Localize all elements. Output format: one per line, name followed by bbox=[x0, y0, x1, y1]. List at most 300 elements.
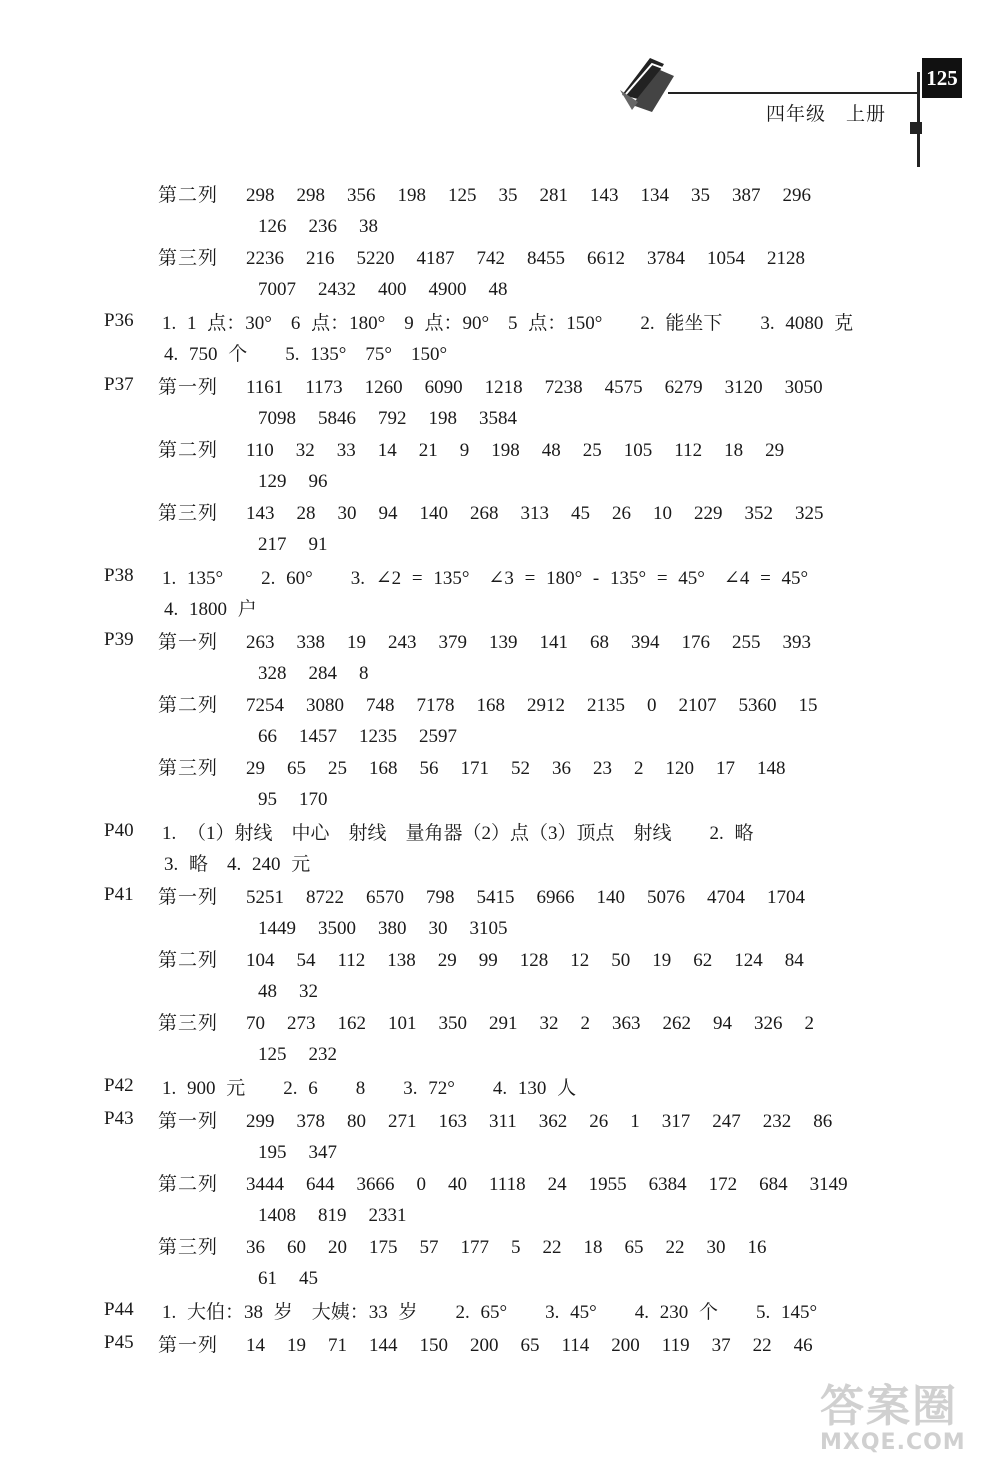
answer-value: 2432 bbox=[318, 279, 356, 300]
column-label: 第二列 bbox=[158, 1173, 219, 1195]
answer-section bbox=[0, 1330, 1000, 1364]
answer-value: 95 bbox=[258, 789, 277, 810]
column-label: 第一列 bbox=[158, 631, 219, 653]
answer-value: 2 bbox=[634, 758, 644, 779]
page-ref: P38 bbox=[104, 565, 134, 586]
answer-value: 128 bbox=[519, 950, 549, 971]
value-line bbox=[246, 274, 1000, 305]
answer-value: 104 bbox=[246, 950, 275, 971]
answer-value: 162 bbox=[337, 1013, 366, 1034]
value-line bbox=[246, 435, 1000, 466]
answer-value: 91 bbox=[308, 534, 328, 555]
answer-value: 4704 bbox=[707, 887, 745, 908]
answer-value: 139 bbox=[489, 632, 518, 653]
answer-value: 311 bbox=[489, 1111, 517, 1132]
value-line bbox=[246, 498, 1000, 529]
answer-value: 148 bbox=[757, 758, 786, 779]
column-label: 第三列 bbox=[158, 247, 219, 269]
answer-value: 243 bbox=[388, 632, 417, 653]
answer-value: 38 bbox=[359, 216, 378, 237]
answer-value: 46 bbox=[793, 1335, 813, 1356]
column-label: 第一列 bbox=[158, 886, 219, 908]
answer-value: 7254 bbox=[246, 695, 284, 716]
answer-value: 119 bbox=[661, 1335, 690, 1356]
answer-value: 1260 bbox=[364, 377, 403, 398]
answer-section bbox=[0, 1297, 1000, 1330]
answer-value: 742 bbox=[476, 248, 505, 269]
column-label: 第一列 bbox=[158, 1110, 219, 1132]
page-ref: P40 bbox=[104, 820, 134, 841]
value-line bbox=[246, 753, 1000, 784]
value-line bbox=[246, 372, 1000, 403]
answer-value: 4187 bbox=[416, 248, 455, 269]
answer-value: 36 bbox=[552, 758, 571, 779]
answer-value: 0 bbox=[416, 1174, 426, 1195]
answer-value: 170 bbox=[299, 789, 328, 810]
value-line bbox=[246, 1232, 1000, 1263]
answer-section bbox=[0, 1106, 1000, 1297]
answer-value: 176 bbox=[681, 632, 710, 653]
column-label: 第一列 bbox=[158, 376, 219, 398]
answer-value: 1449 bbox=[258, 918, 296, 939]
answer-value: 7007 bbox=[258, 279, 296, 300]
value-line bbox=[246, 658, 1000, 689]
answer-value: 171 bbox=[460, 758, 489, 779]
answer-value: 347 bbox=[308, 1142, 337, 1163]
answer-value: 393 bbox=[782, 632, 811, 653]
answer-value: 54 bbox=[296, 950, 316, 971]
answer-value: 6570 bbox=[366, 887, 404, 908]
value-line bbox=[246, 627, 1000, 658]
answer-value: 114 bbox=[561, 1335, 590, 1356]
page-header bbox=[0, 0, 1000, 200]
answer-value: 18 bbox=[724, 440, 744, 461]
answer-value: 4900 bbox=[428, 279, 467, 300]
answer-value: 350 bbox=[438, 1013, 467, 1034]
answer-value: 200 bbox=[470, 1335, 499, 1356]
column-label: 第二列 bbox=[158, 184, 219, 206]
value-line bbox=[246, 1330, 1000, 1361]
answer-value: 2 bbox=[580, 1013, 590, 1034]
answer-value: 7238 bbox=[544, 377, 583, 398]
answer-value: 1704 bbox=[767, 887, 805, 908]
answer-row bbox=[158, 690, 1000, 752]
answer-value: 29 bbox=[437, 950, 457, 971]
page-ref: P43 bbox=[104, 1108, 134, 1129]
answer-value: 124 bbox=[734, 950, 763, 971]
column-label: 第一列 bbox=[158, 1334, 219, 1356]
answer-value: 684 bbox=[759, 1174, 788, 1195]
answer-row bbox=[158, 1232, 1000, 1294]
answer-value: 177 bbox=[460, 1237, 489, 1258]
answer-value: 0 bbox=[647, 695, 657, 716]
answer-value: 352 bbox=[744, 503, 773, 524]
answer-value: 338 bbox=[296, 632, 325, 653]
answer-value: 19 bbox=[347, 632, 366, 653]
answer-value: 22 bbox=[542, 1237, 562, 1258]
answer-value: 65 bbox=[520, 1335, 540, 1356]
answer-value: 10 bbox=[653, 503, 672, 524]
answer-value: 3050 bbox=[784, 377, 823, 398]
column-label: 第三列 bbox=[158, 1236, 219, 1258]
answer-value: 24 bbox=[547, 1174, 567, 1195]
header-rule bbox=[668, 92, 918, 94]
answer-value: 198 bbox=[397, 185, 426, 206]
answer-value: 792 bbox=[378, 408, 407, 429]
answer-value: 17 bbox=[716, 758, 735, 779]
answer-row bbox=[158, 753, 1000, 815]
answer-value: 65 bbox=[287, 758, 306, 779]
answer-value: 380 bbox=[378, 918, 407, 939]
answer-value: 138 bbox=[387, 950, 416, 971]
answer-value: 3105 bbox=[469, 918, 508, 939]
answer-value: 379 bbox=[438, 632, 467, 653]
answer-row bbox=[158, 435, 1000, 497]
answer-value: 2128 bbox=[767, 248, 805, 269]
answer-value: 3784 bbox=[647, 248, 685, 269]
answer-value: 229 bbox=[694, 503, 723, 524]
answer-value: 232 bbox=[308, 1044, 337, 1065]
watermark-url: MXQE.COM bbox=[820, 1430, 966, 1455]
page-ref: P37 bbox=[104, 374, 134, 395]
answer-value: 50 bbox=[611, 950, 631, 971]
answer-value: 5220 bbox=[356, 248, 395, 269]
answer-value: 26 bbox=[612, 503, 631, 524]
answer-section bbox=[0, 180, 1000, 308]
answer-value: 150 bbox=[419, 1335, 448, 1356]
answer-value: 6966 bbox=[536, 887, 575, 908]
answer-row bbox=[158, 243, 1000, 305]
answer-value: 748 bbox=[366, 695, 395, 716]
answer-value: 96 bbox=[308, 471, 328, 492]
answer-value: 62 bbox=[693, 950, 713, 971]
value-line bbox=[246, 466, 1000, 497]
answer-value: 112 bbox=[674, 440, 703, 461]
answer-value: 326 bbox=[754, 1013, 783, 1034]
answer-value: 291 bbox=[489, 1013, 518, 1034]
answer-value: 19 bbox=[287, 1335, 306, 1356]
answer-value: 129 bbox=[258, 471, 287, 492]
book-logo-icon bbox=[612, 50, 682, 120]
value-line bbox=[246, 1008, 1000, 1039]
answer-value: 33 bbox=[336, 440, 356, 461]
answer-section bbox=[0, 372, 1000, 563]
answer-section bbox=[0, 308, 1000, 372]
answer-row bbox=[158, 498, 1000, 560]
answer-value: 143 bbox=[246, 503, 275, 524]
answer-value: 105 bbox=[623, 440, 653, 461]
corner-square bbox=[910, 122, 922, 134]
answer-value: 363 bbox=[612, 1013, 641, 1034]
answer-value: 25 bbox=[328, 758, 347, 779]
answer-value: 7178 bbox=[416, 695, 455, 716]
answer-value: 1457 bbox=[299, 726, 337, 747]
answer-value: 3584 bbox=[479, 408, 517, 429]
answer-section bbox=[0, 627, 1000, 818]
answer-value: 195 bbox=[258, 1142, 287, 1163]
answer-value: 2135 bbox=[587, 695, 625, 716]
answer-value: 268 bbox=[470, 503, 499, 524]
answer-value: 2597 bbox=[419, 726, 457, 747]
answer-value: 1955 bbox=[588, 1174, 627, 1195]
answer-value: 68 bbox=[590, 632, 609, 653]
value-line bbox=[246, 784, 1000, 815]
answer-value: 281 bbox=[539, 185, 568, 206]
answer-value: 296 bbox=[782, 185, 811, 206]
answer-value: 45 bbox=[571, 503, 590, 524]
answer-row bbox=[158, 882, 1000, 944]
answer-row bbox=[158, 1330, 1000, 1361]
answer-value: 141 bbox=[539, 632, 568, 653]
answer-value: 35 bbox=[691, 185, 710, 206]
answer-value: 22 bbox=[665, 1237, 685, 1258]
answer-value: 1054 bbox=[707, 248, 745, 269]
answer-value: 14 bbox=[246, 1335, 265, 1356]
answer-value: 2236 bbox=[246, 248, 284, 269]
answer-value: 125 bbox=[258, 1044, 287, 1065]
answer-text-line: 1. （1）射线 中心 射线 量角器（2）点（3）顶点 射线 2. 略 bbox=[162, 823, 754, 844]
answer-value: 32 bbox=[539, 1013, 559, 1034]
page-ref: P42 bbox=[104, 1075, 134, 1096]
answer-value: 99 bbox=[478, 950, 498, 971]
answer-value: 144 bbox=[369, 1335, 398, 1356]
answer-content bbox=[0, 180, 1000, 1364]
answer-value: 1 bbox=[630, 1111, 640, 1132]
answer-value: 125 bbox=[448, 185, 477, 206]
value-line bbox=[246, 529, 1000, 560]
answer-row bbox=[158, 1169, 1000, 1231]
answer-value: 3666 bbox=[356, 1174, 395, 1195]
answer-value: 356 bbox=[347, 185, 376, 206]
answer-value: 7098 bbox=[258, 408, 296, 429]
answer-value: 48 bbox=[258, 981, 277, 1002]
answer-value: 32 bbox=[299, 981, 318, 1002]
answer-text-line: 1. 1 点：30° 6 点：180° 9 点：90° 5 点：150° 2. 能坐下 3. 4080 克 bbox=[162, 313, 854, 334]
answer-value: 262 bbox=[662, 1013, 691, 1034]
answer-value: 35 bbox=[498, 185, 518, 206]
answer-value: 378 bbox=[296, 1111, 325, 1132]
answer-value: 168 bbox=[369, 758, 398, 779]
answer-value: 84 bbox=[784, 950, 804, 971]
column-label: 第二列 bbox=[158, 694, 219, 716]
answer-value: 313 bbox=[520, 503, 549, 524]
answer-value: 26 bbox=[589, 1111, 609, 1132]
answer-value: 65 bbox=[624, 1237, 644, 1258]
column-label: 第三列 bbox=[158, 757, 219, 779]
answer-value: 247 bbox=[712, 1111, 741, 1132]
answer-value: 3444 bbox=[246, 1174, 284, 1195]
answer-value: 298 bbox=[296, 185, 325, 206]
answer-value: 6384 bbox=[648, 1174, 687, 1195]
answer-value: 362 bbox=[538, 1111, 568, 1132]
column-label: 第三列 bbox=[158, 1012, 219, 1034]
answer-value: 263 bbox=[246, 632, 275, 653]
answer-value: 400 bbox=[378, 279, 407, 300]
value-line bbox=[246, 721, 1000, 752]
answer-value: 20 bbox=[328, 1237, 347, 1258]
answer-value: 60 bbox=[287, 1237, 306, 1258]
answer-value: 29 bbox=[765, 440, 785, 461]
answer-value: 5251 bbox=[246, 887, 284, 908]
answer-value: 175 bbox=[369, 1237, 398, 1258]
page-ref: P44 bbox=[104, 1299, 134, 1320]
answer-value: 3120 bbox=[724, 377, 763, 398]
value-line bbox=[246, 211, 1000, 242]
answer-value: 126 bbox=[258, 216, 287, 237]
answer-row bbox=[158, 372, 1000, 434]
answer-value: 143 bbox=[590, 185, 619, 206]
answer-row bbox=[158, 1008, 1000, 1070]
answer-value: 86 bbox=[813, 1111, 833, 1132]
answer-value: 236 bbox=[308, 216, 337, 237]
answer-value: 200 bbox=[611, 1335, 640, 1356]
answer-row bbox=[158, 945, 1000, 1007]
answer-value: 6612 bbox=[587, 248, 625, 269]
answer-value: 8722 bbox=[306, 887, 344, 908]
answer-value: 271 bbox=[388, 1111, 417, 1132]
page-ref: P39 bbox=[104, 629, 134, 650]
grade-label: 四年级 上册 bbox=[766, 103, 887, 125]
answer-text-line: 4. 750 个 5. 135° 75° 150° bbox=[164, 344, 448, 365]
answer-value: 273 bbox=[287, 1013, 316, 1034]
answer-text-line: 1. 大伯：38 岁 大姨：33 岁 2. 65° 3. 45° 4. 230 个 5. 145° bbox=[162, 1302, 818, 1323]
value-line bbox=[246, 976, 1000, 1007]
answer-value: 255 bbox=[732, 632, 761, 653]
answer-value: 1408 bbox=[258, 1205, 296, 1226]
answer-section bbox=[0, 563, 1000, 627]
answer-value: 9 bbox=[459, 440, 470, 461]
column-label: 第三列 bbox=[158, 502, 219, 524]
answer-value: 8 bbox=[359, 663, 369, 684]
value-line bbox=[246, 1039, 1000, 1070]
answer-value: 14 bbox=[377, 440, 397, 461]
answer-value: 1173 bbox=[305, 377, 343, 398]
value-line bbox=[246, 1263, 1000, 1294]
answer-value: 57 bbox=[419, 1237, 439, 1258]
answer-value: 198 bbox=[491, 440, 520, 461]
answer-value: 5415 bbox=[476, 887, 515, 908]
answer-value: 172 bbox=[708, 1174, 738, 1195]
answer-value: 36 bbox=[246, 1237, 265, 1258]
answer-value: 48 bbox=[541, 440, 561, 461]
column-label: 第二列 bbox=[158, 439, 219, 461]
answer-value: 163 bbox=[438, 1111, 467, 1132]
answer-section bbox=[0, 882, 1000, 1073]
answer-value: 2 bbox=[804, 1013, 814, 1034]
value-line bbox=[246, 913, 1000, 944]
answer-value: 23 bbox=[593, 758, 612, 779]
answer-value: 94 bbox=[713, 1013, 732, 1034]
answer-value: 45 bbox=[299, 1268, 318, 1289]
answer-value: 140 bbox=[419, 503, 448, 524]
value-line bbox=[246, 243, 1000, 274]
answer-value: 30 bbox=[428, 918, 448, 939]
value-line bbox=[246, 1137, 1000, 1168]
answer-value: 16 bbox=[747, 1237, 767, 1258]
answer-value: 29 bbox=[246, 758, 265, 779]
answer-value: 66 bbox=[258, 726, 277, 747]
answer-value: 120 bbox=[665, 758, 694, 779]
answer-value: 140 bbox=[596, 887, 625, 908]
answer-value: 798 bbox=[426, 887, 455, 908]
answer-value: 217 bbox=[258, 534, 287, 555]
value-line bbox=[246, 1106, 1000, 1137]
value-line bbox=[246, 180, 1000, 211]
answer-value: 101 bbox=[388, 1013, 417, 1034]
value-line bbox=[246, 690, 1000, 721]
page-ref: P41 bbox=[104, 884, 134, 905]
answer-value: 15 bbox=[798, 695, 818, 716]
value-line bbox=[246, 403, 1000, 434]
answer-value: 6090 bbox=[424, 377, 463, 398]
answer-value: 80 bbox=[347, 1111, 366, 1132]
answer-value: 1235 bbox=[359, 726, 397, 747]
value-line bbox=[246, 945, 1000, 976]
answer-value: 48 bbox=[488, 279, 508, 300]
answer-value: 644 bbox=[306, 1174, 335, 1195]
answer-value: 317 bbox=[661, 1111, 691, 1132]
watermark-logo: 答案圈 bbox=[820, 1381, 958, 1432]
answer-value: 70 bbox=[246, 1013, 265, 1034]
answer-value: 2331 bbox=[368, 1205, 407, 1226]
answer-value: 3149 bbox=[809, 1174, 848, 1195]
value-line bbox=[246, 1169, 1000, 1200]
answer-value: 25 bbox=[582, 440, 602, 461]
answer-value: 232 bbox=[762, 1111, 792, 1132]
answer-value: 298 bbox=[246, 185, 275, 206]
answer-value: 5076 bbox=[647, 887, 685, 908]
answer-value: 1161 bbox=[246, 377, 284, 398]
answer-value: 21 bbox=[418, 440, 438, 461]
answer-value: 325 bbox=[795, 503, 824, 524]
answer-value: 8455 bbox=[527, 248, 565, 269]
answer-value: 40 bbox=[448, 1174, 467, 1195]
answer-value: 134 bbox=[640, 185, 669, 206]
answer-value: 22 bbox=[752, 1335, 772, 1356]
answer-value: 394 bbox=[631, 632, 660, 653]
answer-value: 112 bbox=[337, 950, 366, 971]
answer-value: 28 bbox=[296, 503, 316, 524]
answer-value: 110 bbox=[246, 440, 274, 461]
answer-text-line: 1. 135° 2. 60° 3. ∠2 = 135° ∠3 = 180° - 135° = 45° ∠4 = 45° bbox=[162, 568, 809, 589]
page-ref: P45 bbox=[104, 1332, 134, 1353]
answer-value: 12 bbox=[570, 950, 590, 971]
answer-value: 387 bbox=[732, 185, 761, 206]
answer-value: 4575 bbox=[604, 377, 643, 398]
answer-value: 2912 bbox=[527, 695, 565, 716]
answer-value: 5360 bbox=[738, 695, 777, 716]
value-line bbox=[246, 882, 1000, 913]
page-number: 125 bbox=[922, 58, 962, 98]
answer-value: 2107 bbox=[678, 695, 717, 716]
answer-value: 37 bbox=[711, 1335, 731, 1356]
answer-text-line: 3. 略 4. 240 元 bbox=[164, 854, 311, 875]
answer-value: 198 bbox=[428, 408, 457, 429]
answer-text-line: 1. 900 元 2. 6 8 3. 72° 4. 130 人 bbox=[162, 1078, 577, 1099]
answer-section bbox=[0, 1073, 1000, 1106]
answer-row bbox=[158, 1106, 1000, 1168]
answer-value: 328 bbox=[258, 663, 287, 684]
answer-value: 3500 bbox=[318, 918, 356, 939]
answer-value: 299 bbox=[246, 1111, 275, 1132]
answer-value: 19 bbox=[652, 950, 672, 971]
answer-section bbox=[0, 818, 1000, 882]
answer-value: 61 bbox=[258, 1268, 277, 1289]
answer-value: 5846 bbox=[318, 408, 356, 429]
value-line bbox=[246, 1200, 1000, 1231]
answer-value: 30 bbox=[706, 1237, 726, 1258]
answer-row bbox=[158, 180, 1000, 242]
